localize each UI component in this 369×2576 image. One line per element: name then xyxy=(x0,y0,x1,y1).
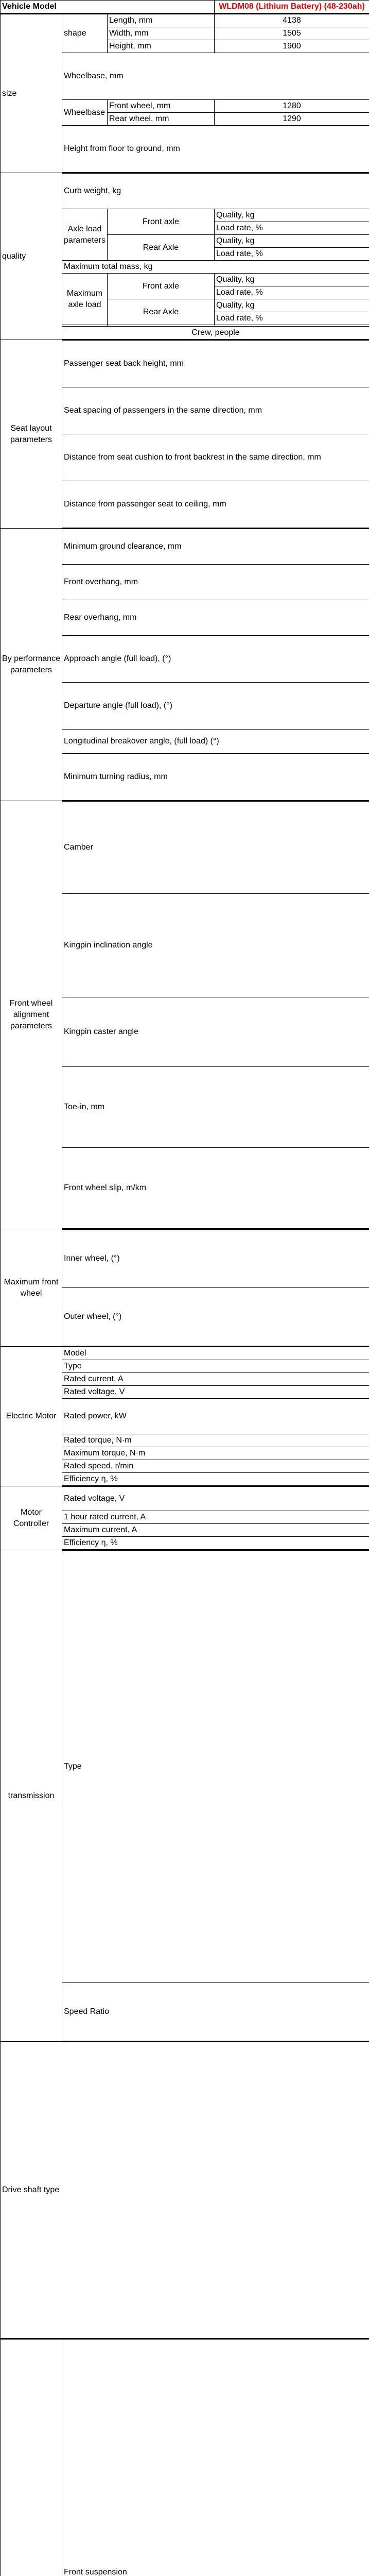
spec-label: Rated torque, N·m xyxy=(62,1434,369,1447)
spec-label: Maximum total mass, kg xyxy=(62,261,369,274)
spec-label: Quality, kg xyxy=(215,274,369,286)
spec-label: Efficiency η, % xyxy=(62,1473,369,1486)
spec-label: Speed Ratio xyxy=(62,1983,369,2042)
spec-label: Axle load parameters xyxy=(62,209,108,261)
spec-label: Efficiency η, % xyxy=(62,1537,369,1550)
spec-label: Rear Axle xyxy=(108,235,215,261)
vehicle-model-value: WLDM08 (Lithium Battery) (48-230ah) xyxy=(215,1,369,14)
spec-row xyxy=(1,2042,369,2339)
spec-label: Seat spacing of passengers in the same direction, mm xyxy=(62,387,369,434)
spec-value: 1280 xyxy=(215,100,369,113)
spec-label: Wheelbase xyxy=(62,100,108,126)
spec-label: Wheelbase, mm xyxy=(62,53,369,100)
spec-label: Height from floor to ground, mm xyxy=(62,126,369,173)
spec-value: 4138 xyxy=(215,14,369,27)
spec-label: Crew, people xyxy=(62,327,369,340)
spec-label: Rear Axle xyxy=(108,299,215,325)
spec-label: Model xyxy=(62,1347,369,1360)
spec-row xyxy=(1,801,369,894)
spec-row xyxy=(1,173,369,209)
spec-label: Curb weight, kg xyxy=(62,173,369,209)
spec-label: Type xyxy=(62,1550,369,1983)
spec-label: Drive shaft type xyxy=(1,2042,369,2339)
spec-label: Inner wheel, (°) xyxy=(62,1229,369,1288)
spec-label: Minimum ground clearance, mm xyxy=(62,529,369,565)
spec-label: Seat layout parameters xyxy=(1,340,62,529)
spec-row xyxy=(1,1486,369,1511)
spec-label: Load rate, % xyxy=(215,312,369,325)
spec-label: 1 hour rated current, A xyxy=(62,1511,369,1524)
spec-label: Distance from seat cushion to front backrest in the same direction, mm xyxy=(62,434,369,481)
spec-label: Rated voltage, V xyxy=(62,1386,369,1399)
header-row xyxy=(1,1,369,14)
spec-row xyxy=(1,14,369,27)
spec-label: Load rate, % xyxy=(215,248,369,261)
spec-label: size xyxy=(1,14,62,173)
spec-row xyxy=(1,1229,369,1288)
spec-label: Load rate, % xyxy=(215,222,369,235)
spec-label: Height, mm xyxy=(108,40,215,53)
spec-label: Outer wheel, (°) xyxy=(62,1288,369,1347)
spec-row xyxy=(1,340,369,387)
spec-label: Front wheel, mm xyxy=(108,100,215,113)
spec-label: Rated speed, r/min xyxy=(62,1460,369,1473)
spec-label: Maximum axle load xyxy=(62,274,108,325)
spec-label: Electric Motor xyxy=(1,1347,62,1486)
spec-label: Motor Controller xyxy=(1,1486,62,1550)
spec-label: Quality, kg xyxy=(215,209,369,222)
spec-label: Departure angle (full load), (°) xyxy=(62,683,369,730)
spec-label: transmission xyxy=(1,1550,62,2042)
spec-label xyxy=(1,2339,62,2576)
spec-label: Front wheel slip, m/km xyxy=(62,1148,369,1229)
spec-value: 1900 xyxy=(215,40,369,53)
spec-label: Quality, kg xyxy=(215,299,369,312)
spec-label: Passenger seat back height, mm xyxy=(62,340,369,387)
spec-label: Toe-in, mm xyxy=(62,1067,369,1148)
spec-label: Rear wheel, mm xyxy=(108,113,215,126)
spec-label: Distance from passenger seat to ceiling, mm xyxy=(62,481,369,529)
spec-label: Length, mm xyxy=(108,14,215,27)
spec-label: Kingpin caster angle xyxy=(62,997,369,1067)
spec-label: Front axle xyxy=(108,274,215,299)
spec-label: Maximum current, A xyxy=(62,1524,369,1537)
spec-label: Front suspension xyxy=(62,2339,369,2576)
spec-value: 1290 xyxy=(215,113,369,126)
vehicle-model-label: Vehicle Model xyxy=(1,1,215,14)
spec-label: Kingpin inclination angle xyxy=(62,894,369,997)
spec-label: Quality, kg xyxy=(215,235,369,248)
spec-label: shape xyxy=(62,14,108,53)
spec-label: Width, mm xyxy=(108,27,215,40)
spec-row xyxy=(1,529,369,565)
spec-label: By performance parameters xyxy=(1,529,62,801)
spec-label: Camber xyxy=(62,801,369,894)
spec-label: Approach angle (full load), (°) xyxy=(62,636,369,683)
spec-label: Rear overhang, mm xyxy=(62,600,369,636)
spec-label: Front axle xyxy=(108,209,215,235)
spec-label: Load rate, % xyxy=(215,286,369,299)
spec-label: Front overhang, mm xyxy=(62,565,369,600)
spec-label: Rated voltage, V xyxy=(62,1486,369,1511)
spec-label: Minimum turning radius, mm xyxy=(62,754,369,801)
spec-label: Maximum torque, N·m xyxy=(62,1447,369,1460)
spec-label: Type xyxy=(62,1360,369,1373)
spec-label: quality xyxy=(1,173,62,340)
spec-label: Front wheel alignment parameters xyxy=(1,801,62,1229)
spec-row xyxy=(1,1347,369,1360)
spec-label: Rated power, kW xyxy=(62,1399,369,1434)
spec-value: 1505 xyxy=(215,27,369,40)
spec-label: Maximum front wheel xyxy=(1,1229,62,1347)
spec-label: Longitudinal breakover angle, (full load) (°) xyxy=(62,730,369,754)
spec-label: Rated current, A xyxy=(62,1373,369,1386)
